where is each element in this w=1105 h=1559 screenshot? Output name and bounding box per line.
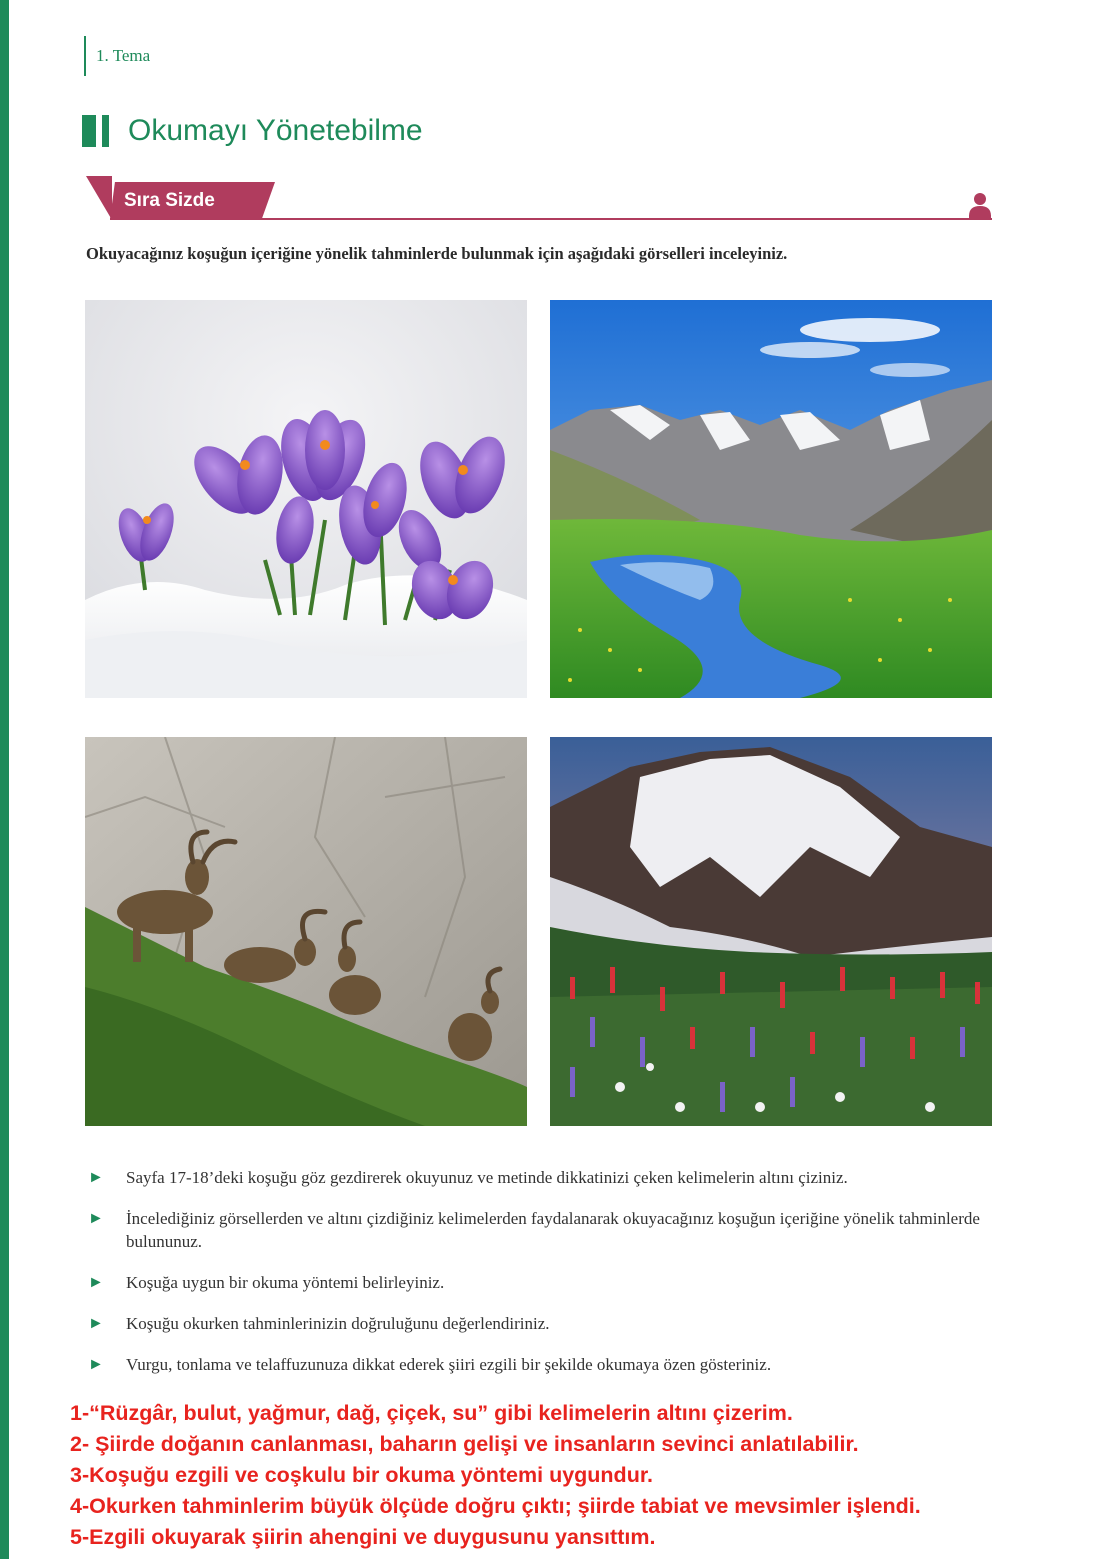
section-title: Okumayı Yönetebilme: [128, 114, 423, 147]
answer-line: 5-Ezgili okuyarak şiirin ahengini ve duygusunu yansıttım.: [70, 1525, 656, 1549]
bullet-item: ► Vurgu, tonlama ve telaffuzunuza dikkat ederek şiiri ezgili bir şekilde okumaya özen gösteriniz.: [88, 1355, 772, 1374]
play-arrow-icon: ►: [88, 1210, 104, 1227]
answer-line: 3-Koşuğu ezgili ve coşkulu bir okuma yöntemi uygundur.: [70, 1463, 653, 1487]
header-divider: [84, 36, 86, 76]
answer-line: 4-Okurken tahminlerim büyük ölçüde doğru çıktı; şiirde tabiat ve mevsimler işlendi.: [70, 1494, 921, 1518]
play-arrow-icon: ►: [88, 1315, 104, 1332]
mountain-goats-on-rocks-photo: [85, 737, 527, 1126]
handwritten-answers: [70, 1398, 1100, 1553]
play-arrow-icon: ►: [88, 1169, 104, 1186]
person-icon: [968, 192, 992, 218]
mountain-valley-stream-photo: [550, 300, 992, 698]
banner-label: Sıra Sizde: [124, 190, 215, 211]
bullet-item: ► İncelediğiniz görsellerden ve altını çizdiğiniz kelimelerden faydalanarak okuyacağınız koşuğun içeriğine yönelik tahminlerde bulununuz.: [88, 1209, 980, 1251]
bullet-item: ► Koşuğa uygun bir okuma yöntemi belirleyiniz.: [88, 1273, 445, 1292]
instruction-text: Okuyacağınız koşuğun içeriğine yönelik tahminlerde bulunmak için aşağıdaki görselleri inceleyiniz.: [86, 244, 788, 263]
answer-line: 1-“Rüzgâr, bulut, yağmur, dağ, çiçek, su” gibi kelimelerin altını çizerim.: [70, 1401, 793, 1425]
banner-corner: [86, 176, 112, 220]
theme-label: 1. Tema: [96, 46, 151, 65]
left-green-stripe: [0, 0, 9, 1559]
snowy-mountain-wildflowers-photo: [550, 737, 992, 1126]
bullet-item: ► Koşuğu okurken tahminlerinizin doğruluğunu değerlendiriniz.: [88, 1314, 550, 1333]
bullet-item: ► Sayfa 17-18’deki koşuğu göz gezdirerek okuyunuz ve metinde dikkatinizi çeken kelimelerin altını çiziniz.: [88, 1168, 848, 1187]
answer-line: 2- Şiirde doğanın canlanması, baharın gelişi ve insanların sevinci anlatılabilir.: [70, 1432, 859, 1456]
instruction-bullet-list: [86, 1166, 1006, 1376]
play-arrow-icon: ►: [88, 1274, 104, 1291]
crocus-flowers-in-snow-photo: [85, 300, 527, 698]
play-arrow-icon: ►: [88, 1356, 104, 1373]
